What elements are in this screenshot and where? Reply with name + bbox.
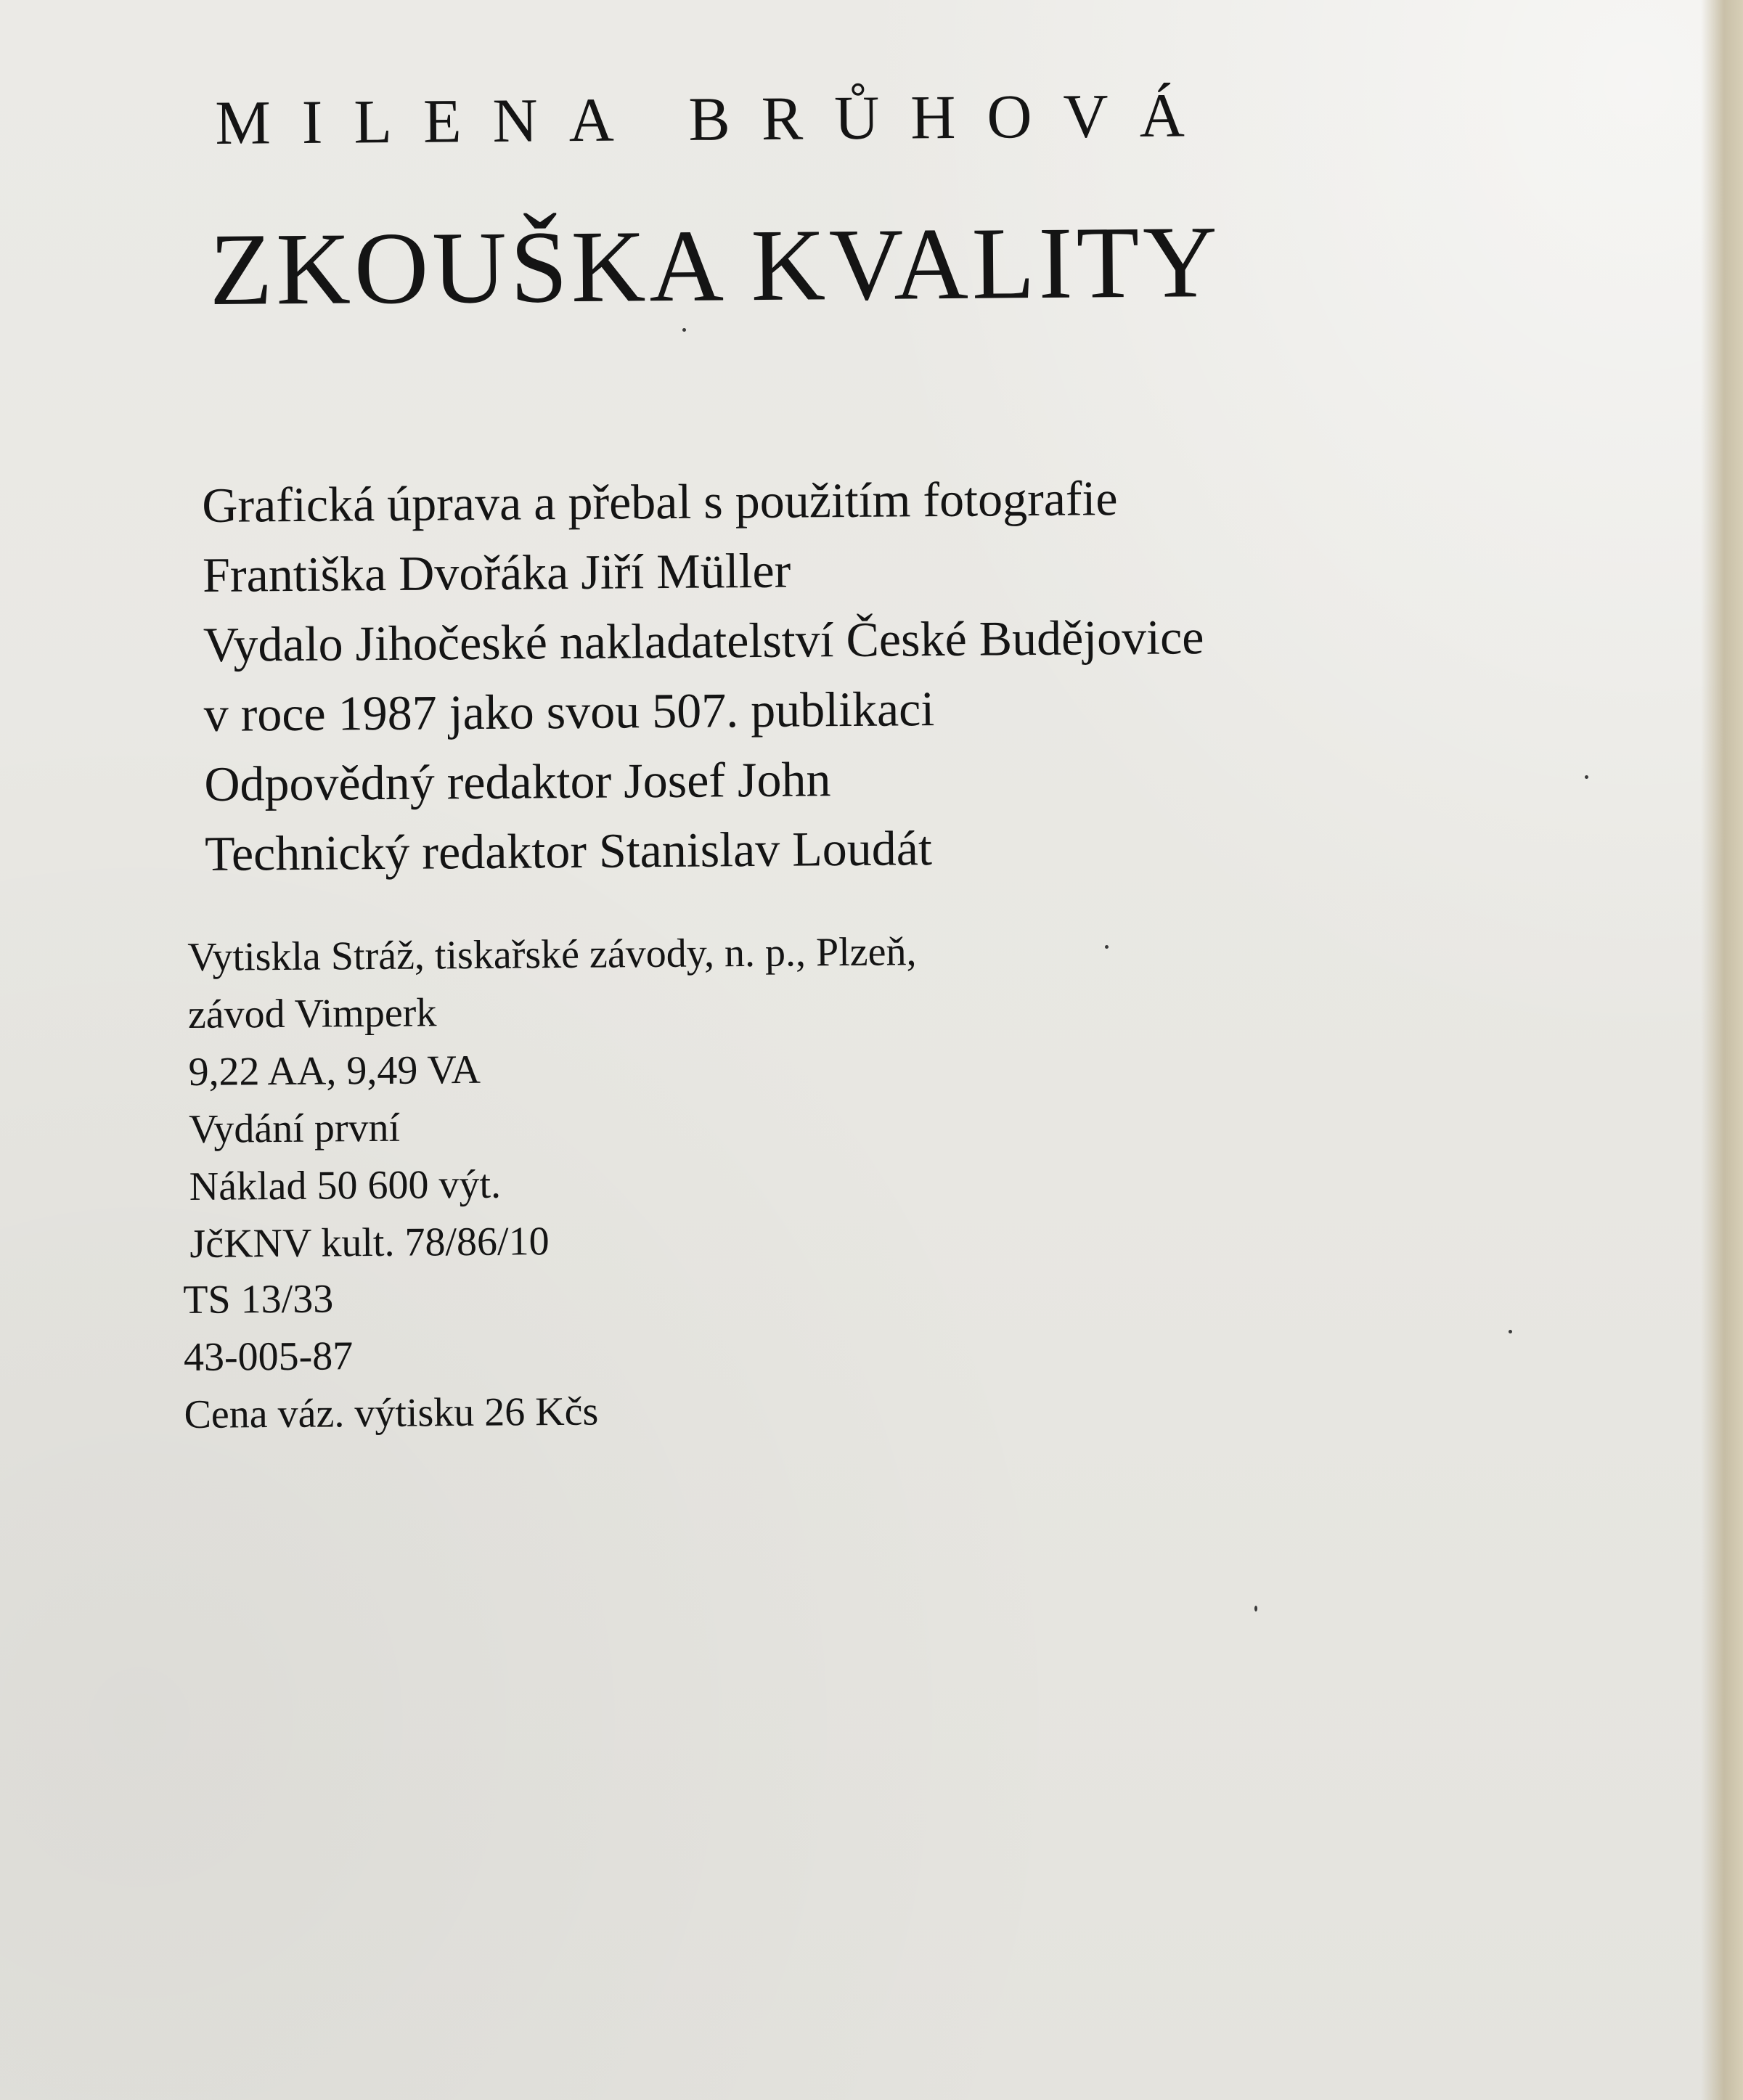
printing-block bbox=[187, 923, 919, 1273]
paper-speck bbox=[682, 328, 686, 332]
credit-line: Františka Dvořáka Jiří Müller bbox=[202, 542, 791, 602]
printing-line: Vytiskla Stráž, tiskařské závody, n. p., Plzeň, bbox=[187, 929, 917, 980]
author-name: MILENA BRŮHOVÁ bbox=[214, 80, 1217, 158]
printing-line: Vydání první bbox=[188, 1105, 401, 1152]
codes-block bbox=[183, 1269, 599, 1444]
paper-speck bbox=[1105, 945, 1109, 949]
credit-line: v roce 1987 jako svou 507. publikaci bbox=[203, 681, 935, 742]
printing-line: závod Vimperk bbox=[187, 990, 437, 1037]
page-edge-shadow bbox=[1701, 0, 1743, 2100]
printing-line: JčKNV kult. 78/86/10 bbox=[189, 1219, 550, 1267]
credits-block bbox=[202, 462, 1206, 888]
code-line: 43-005-87 bbox=[183, 1333, 354, 1380]
code-line: TS 13/33 bbox=[183, 1276, 334, 1323]
price-line: Cena váz. výtisku 26 Kčs bbox=[184, 1389, 599, 1437]
printing-line: 9,22 AA, 9,49 VA bbox=[188, 1047, 481, 1095]
book-title: ZKOUŠKA KVALITY bbox=[208, 204, 1222, 327]
paper-speck bbox=[1509, 1330, 1512, 1333]
paper-speck bbox=[1254, 1606, 1257, 1611]
credit-line: Odpovědný redaktor Josef John bbox=[204, 751, 831, 812]
credit-line: Technický redaktor Stanislav Loudát bbox=[204, 820, 933, 881]
printing-line: Náklad 50 600 výt. bbox=[189, 1161, 502, 1209]
credit-line: Grafická úprava a přebal s použitím fotografie bbox=[202, 470, 1118, 533]
paper-speck bbox=[1585, 775, 1588, 779]
credit-line: Vydalo Jihočeské nakladatelství České Budějovice bbox=[203, 609, 1204, 672]
